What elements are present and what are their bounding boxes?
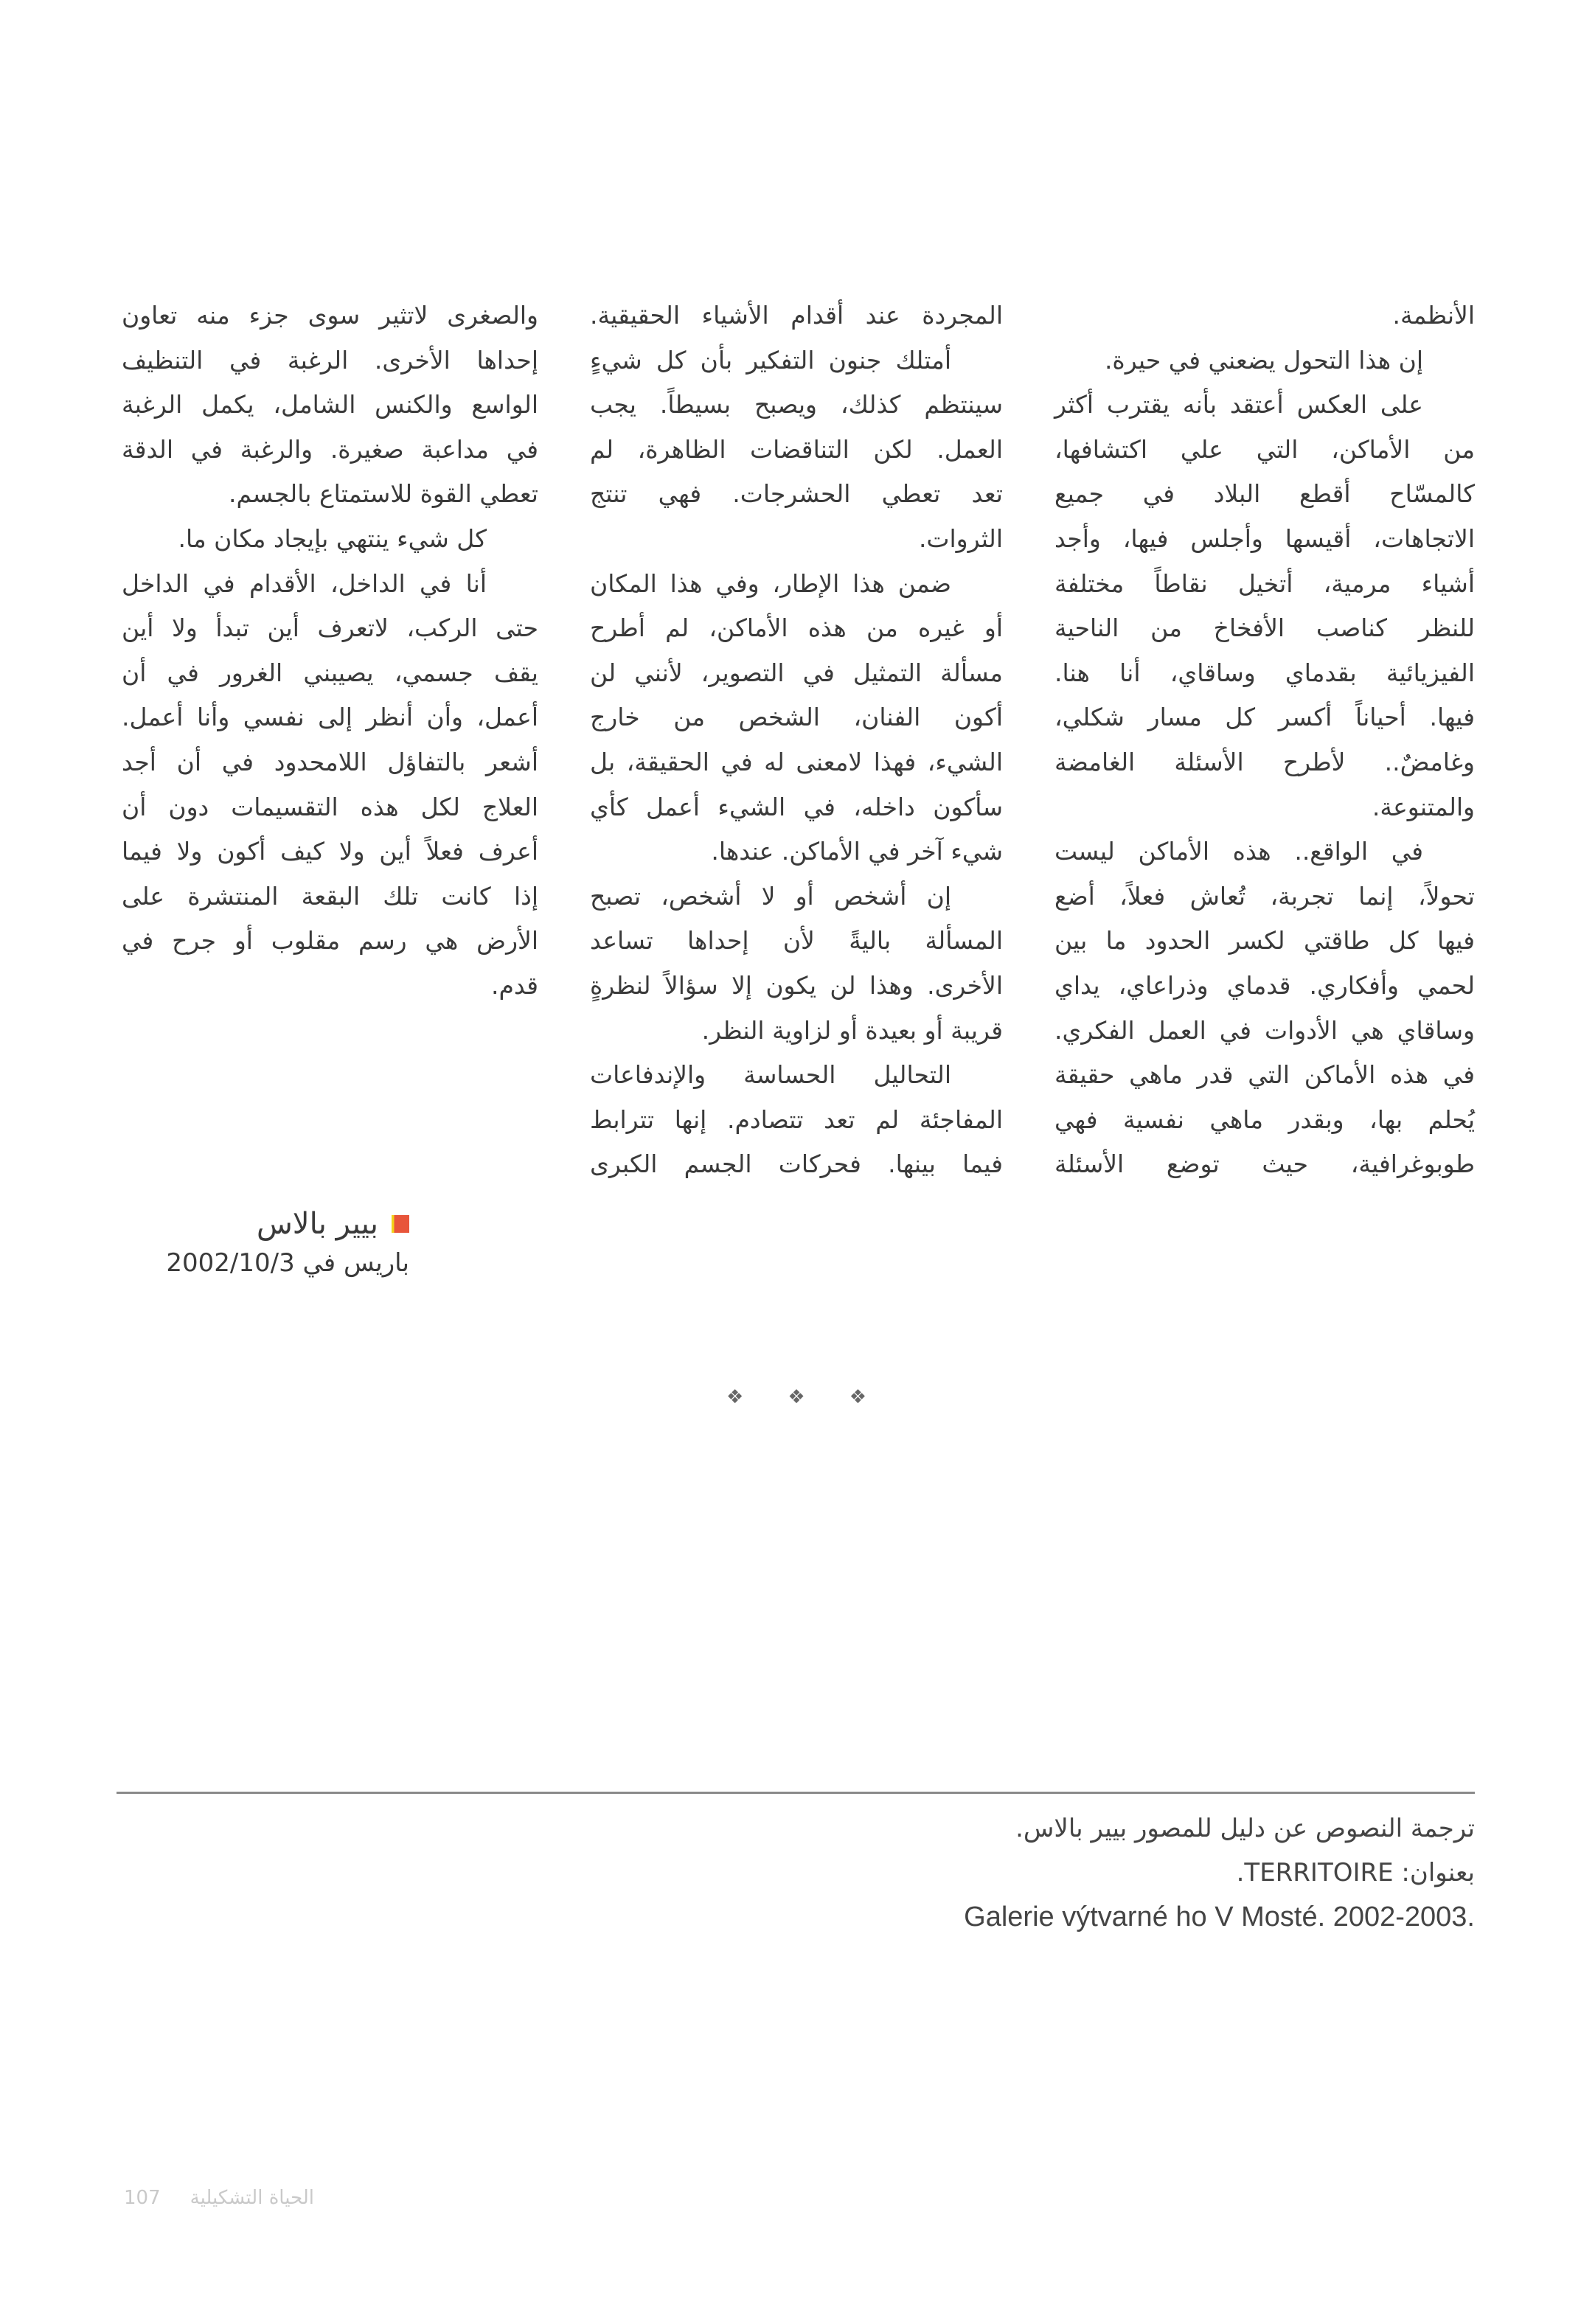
text-line: تعد تعطي الحشرجات. فهي تنتج bbox=[590, 479, 1003, 509]
author-name-text: بيير بالاس bbox=[256, 1207, 378, 1241]
text-line: والصغرى لاتثير سوى جزء منه تعاون bbox=[122, 301, 538, 330]
text-line: قريبة أو بعيدة أو لزاوية النظر. bbox=[701, 1015, 1003, 1045]
text-column-left bbox=[122, 293, 538, 1009]
text-line: فيها. أحياناً أكسر كل مسار شكلي، bbox=[1054, 703, 1475, 732]
text-line: لحمي وأفكاري. قدماي وذراعاي، يداي bbox=[1054, 970, 1475, 1000]
text-line: تعطي القوة للاستمتاع بالجسم. bbox=[228, 479, 538, 509]
text-line: سأكون داخله، في الشيء أعمل كأي bbox=[590, 792, 1003, 821]
ornament-separator bbox=[726, 1386, 866, 1408]
text-line: كل شيء ينتهي بإيجاد مكان ما. bbox=[178, 523, 487, 553]
text-line: إذا كانت تلك البقعة المنتشرة على bbox=[122, 881, 538, 911]
text-line: الثروات. bbox=[918, 523, 1003, 553]
text-line: يُحلم بها، وبقدر ماهي نفسية فهي bbox=[1054, 1104, 1475, 1134]
credits-title: بعنوان: TERRITOIRE. bbox=[1236, 1858, 1475, 1888]
text-line: فيما بينها. فحركات الجسم الكبرى bbox=[590, 1149, 1003, 1179]
text-line: فيها كل طاقتي لكسر الحدود ما بين bbox=[1054, 926, 1475, 956]
text-line: الأخرى. وهذا لن يكون إلا سؤالاً لنظرةٍ bbox=[590, 970, 1003, 1000]
text-line: إن هذا التحول يضعني في حيرة. bbox=[1104, 345, 1423, 375]
text-line: أعرف فعلاً أين ولا كيف أكون ولا فيما bbox=[122, 837, 538, 866]
text-line: في الواقع.. هذه الأماكن ليست bbox=[1054, 837, 1423, 866]
text-line: وغامضٌ.. لأطرح الأسئلة الغامضة bbox=[1054, 747, 1475, 776]
text-line: العلاج لكل هذه التقسيمات دون أن bbox=[122, 792, 538, 821]
text-line: أنا في الداخل، الأقدام في الداخل bbox=[122, 568, 487, 598]
text-line: وساقاي هي الأدوات في العمل الفكري. bbox=[1054, 1015, 1475, 1045]
text-line: قدم. bbox=[490, 970, 538, 1000]
text-line: على العكس أعتقد بأنه يقترب أكثر bbox=[1054, 390, 1423, 420]
page-footer bbox=[124, 2187, 314, 2209]
credits-block bbox=[885, 1806, 1475, 1939]
text-line: أشعر بالتفاؤل اللامحدود في أن أجد bbox=[122, 747, 538, 776]
credits-gallery: Galerie výtvarné ho V Mosté. 2002-2003. bbox=[964, 1902, 1475, 1932]
text-line: إحداها الأخرى. الرغبة في التنظيف bbox=[122, 345, 538, 375]
text-line: في هذه الأماكن التي قدر ماهي حقيقة bbox=[1054, 1060, 1475, 1090]
text-line: العمل. لكن التناقضات الظاهرة، لم bbox=[590, 434, 1003, 464]
text-line: الفيزيائية بقدماي وساقاي، أنا هنا. bbox=[1054, 658, 1475, 687]
page-number: 107 bbox=[124, 2187, 161, 2209]
diamond-ornament-icon: ❖ bbox=[726, 1386, 744, 1408]
text-line: الواسع والكنس الشامل، يكمل الرغبة bbox=[122, 390, 538, 420]
text-line: للنظر كناصب الأفخاخ من الناحية bbox=[1054, 613, 1475, 643]
text-line: تحولاً، إنما تجربة، تُعاش فعلاً، أضع bbox=[1054, 881, 1475, 911]
text-line: الأنظمة. bbox=[1392, 301, 1475, 330]
text-line: الأرض هي رسم مقلوب أو جرح في bbox=[122, 926, 538, 956]
text-line: في مداعبة صغيرة. والرغبة في الدقة bbox=[122, 434, 538, 464]
diamond-ornament-icon: ❖ bbox=[788, 1386, 805, 1408]
square-bullet-icon bbox=[392, 1215, 409, 1233]
text-line: المسألة باليةً لأن إحداها تساعد bbox=[590, 926, 1003, 956]
text-line: كالمسّاح أقطع البلاد في جميع bbox=[1054, 479, 1475, 509]
text-line: الاتجاهات، أقيسها وأجلس فيها، وأجد bbox=[1054, 523, 1475, 553]
horizontal-rule bbox=[117, 1792, 1475, 1794]
text-line: سينتظم كذلك، ويصبح بسيطاً. يجب bbox=[590, 390, 1003, 420]
diamond-ornament-icon: ❖ bbox=[849, 1386, 866, 1408]
text-line: أو غيره من هذه الأماكن، لم أطرح bbox=[590, 613, 1003, 643]
text-line: التحاليل الحساسة والإندفاعات bbox=[590, 1060, 951, 1090]
text-column-middle bbox=[590, 293, 1003, 1187]
text-line: ضمن هذا الإطار، وفي هذا المكان bbox=[590, 568, 951, 598]
text-line: والمتنوعة. bbox=[1372, 792, 1475, 821]
text-line: المفاجئة لم تعد تتصادم. إنها تترابط bbox=[590, 1104, 1003, 1134]
text-line: مسألة التمثيل في التصوير، لأنني لن bbox=[590, 658, 1003, 687]
text-line: حتى الركب، لاتعرف أين تبدأ ولا أين bbox=[122, 613, 538, 643]
text-line: يقف جسمي، يصيبني الغرور في أن bbox=[122, 658, 538, 687]
text-line: أمتلك جنون التفكير بأن كل شيءٍ bbox=[590, 345, 951, 375]
credits-translation-note: ترجمة النصوص عن دليل للمصور بيير بالاس. bbox=[1015, 1814, 1475, 1843]
text-column-right bbox=[1054, 293, 1475, 1187]
signature-block bbox=[144, 1203, 409, 1281]
text-line: شيء آخر في الأماكن. عندها. bbox=[711, 837, 1003, 866]
text-line: أعمل، وأن أنظر إلى نفسي وأنا أعمل. bbox=[122, 703, 538, 732]
author-name bbox=[144, 1203, 409, 1245]
text-line: أشياء مرمية، أتخيل نقاطاً مختلفة bbox=[1054, 568, 1475, 598]
magazine-title: الحياة التشكيلية bbox=[190, 2187, 315, 2209]
text-line: الشيء، فهذا لامعنى له في الحقيقة، بل bbox=[590, 747, 1003, 776]
text-line: إن أشخص أو لا أشخص، تصبح bbox=[590, 881, 951, 911]
text-line: طوبوغرافية، حيث توضع الأسئلة bbox=[1054, 1149, 1475, 1179]
text-line: المجردة عند أقدام الأشياء الحقيقية. bbox=[590, 301, 1003, 330]
text-line: أكون الفنان، الشخص من خارج bbox=[590, 703, 1003, 732]
place-date: باريس في 2002/10/3 bbox=[166, 1248, 409, 1278]
text-line: من الأماكن، التي علي اكتشافها، bbox=[1054, 434, 1475, 464]
